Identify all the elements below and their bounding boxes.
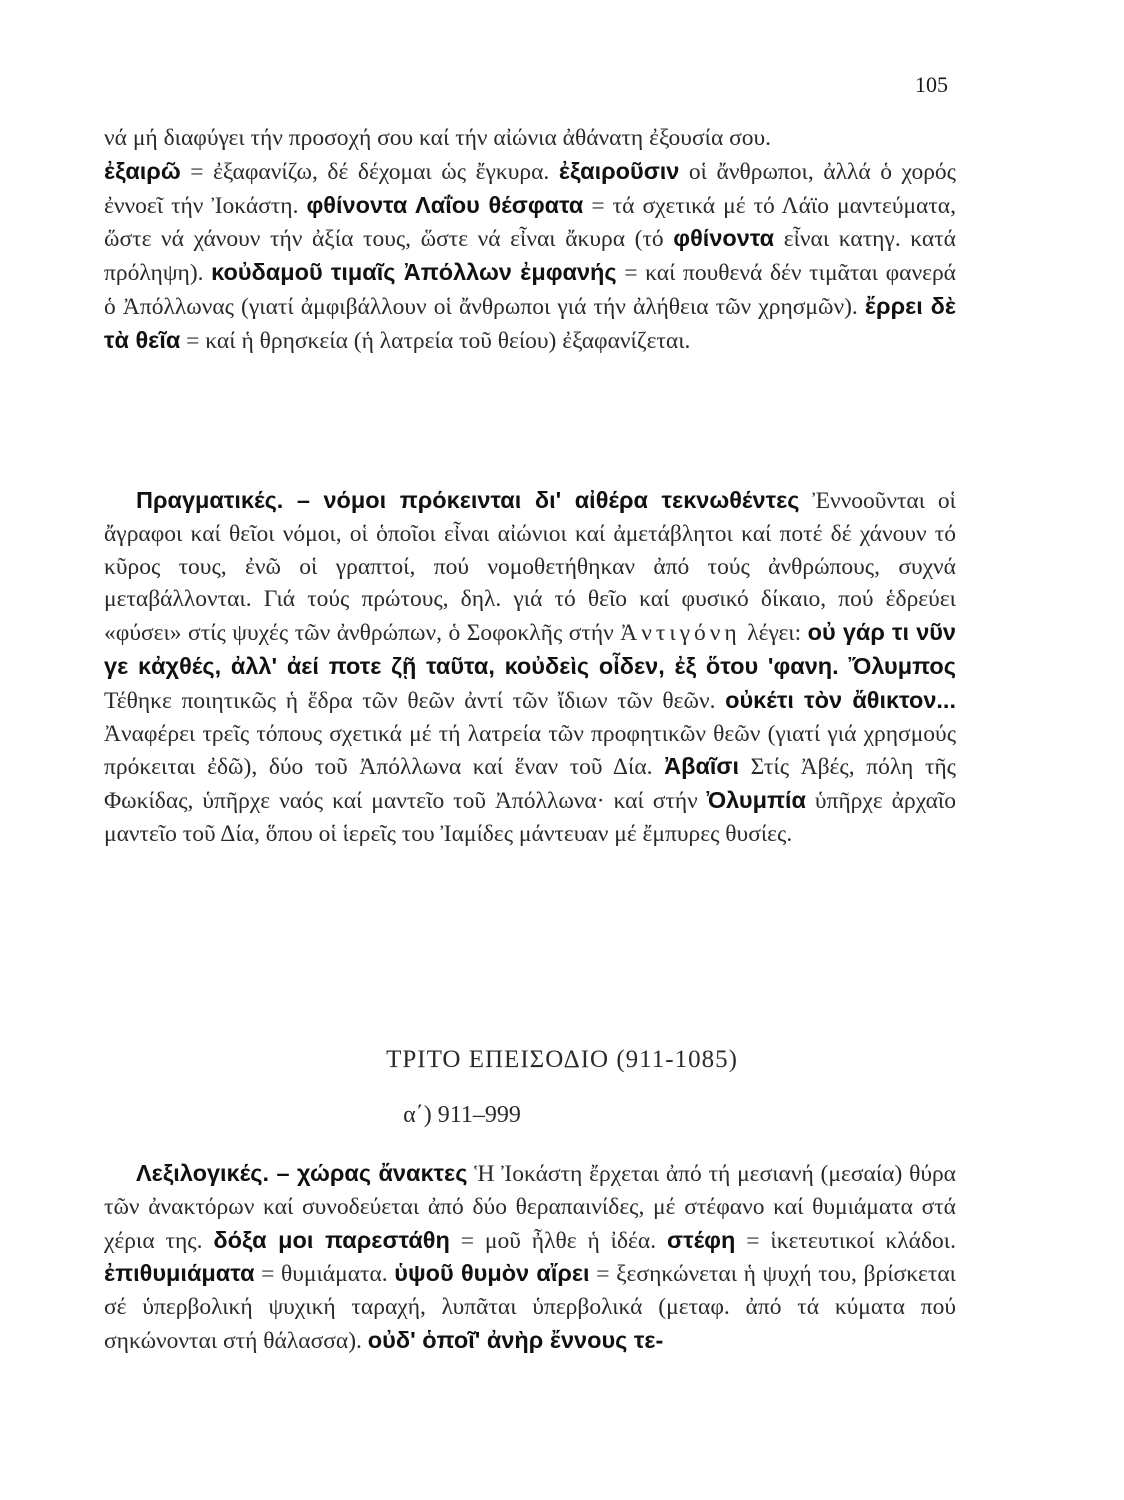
text-segment: Στίς Ἀβές, πόλη τῆς Φωκίδας, ὑπῆρχε ναός καί μαντεῖο τοῦ Ἀπόλλωνα· καί στήν: [104, 754, 956, 815]
text-segment: Ἐννοοῦνται οἱ ἄγραφοι καί θεῖοι νόμοι, οἱ ὁποῖοι εἶναι αἰώνιοι καί ἀμετάβλητοι καί ποτέ δέ χάνουν τό κῦρος τους, ἐνῶ οἱ γραπτοί, πού νομοθετήθηκαν ἀπό τούς ἀνθρώπους, συχνά μεταβάλλονται. Γιά τούς πρώτους, δηλ. γιά τό θεῖο καί φυσικό δίκαιο, πού ἑδρεύει «φύσει» στίς ψυχές τῶν ἀνθρώπων, ὁ Σοφοκλῆς στήν: [104, 488, 956, 647]
paragraph-commentary-1: [104, 122, 956, 358]
text-segment: = μοῦ ἦλθε ἡ ἰδέα.: [449, 1227, 668, 1254]
text-segment: εἶναι κατηγ. κατά πρόληψη).: [104, 226, 956, 287]
term: ἐπιθυμιάματα: [104, 1260, 255, 1287]
term: Λεξιλογικές. – χώρας ἄνακτες: [136, 1160, 468, 1186]
term: οὐκέτι τὸν ἄθικτον...: [725, 686, 956, 713]
term: στέφη: [667, 1226, 736, 1253]
term: φθίνοντα Λαΐου θέσφατα: [306, 191, 584, 218]
text-segment: ὑπῆρχε ἀρχαῖο μαντεῖο τοῦ Δία, ὅπου οἱ ἱερεῖς του Ἰαμίδες μάντευαν μέ ἔμπυρες θυσίες.: [104, 788, 956, 847]
work-title: Ἀντιγόνη: [620, 620, 741, 647]
text-segment: = ξεσηκώνεται ἡ ψυχή του, βρίσκεται σέ ὑπερβολική ψυχική ταραχή, λυπᾶται ὑπερβολικά (μεταφ. ἀπό τά κύματα πού σηκώνονται στή θάλασσα).: [104, 1261, 956, 1354]
page-number: 105: [915, 72, 948, 97]
text-segment: λέγει:: [740, 620, 808, 647]
text-segment: οἱ ἄνθρωποι, ἀλλά ὁ χορός ἐννοεῖ τήν Ἰοκάστη.: [104, 158, 956, 219]
text-segment: Ἀναφέρει τρεῖς τόπους σχετικά μέ τή λατρεία τῶν προφητικῶν θεῶν (γιατί γιά χρησμούς πρόκειται ἐδῶ), δύο τοῦ Ἀπόλλωνα καί ἕναν τοῦ Δία.: [104, 720, 956, 781]
term: Ἀβαῖσι: [664, 753, 740, 780]
paragraph-text: [104, 1157, 956, 1358]
text-segment: = καί πουθενά δέν τιμᾶται φανερά ὁ Ἀπόλλωνας (γιατί ἀμφιβάλλουν οἱ ἄνθρωποι γιά τήν ἀλήθεια τῶν χρησμῶν).: [104, 260, 956, 320]
paragraph-commentary-3: [104, 1157, 956, 1358]
text-segment: Ἡ Ἰοκάστη ἔρχεται ἀπό τή μεσιανή (μεσαία) θύρα τῶν ἀνακτόρων καί συνοδεύεται ἀπό δύο θεραπαινίδες, μέ στέφανο καί θυμιάματα στά χέρια της.: [104, 1161, 956, 1254]
text-segment: = καί ἡ θρησκεία (ἡ λατρεία τοῦ θείου) ἐξαφανίζεται.: [180, 327, 691, 354]
paragraph-text: [104, 484, 956, 851]
subsection-heading: α΄) 911–999: [403, 1102, 521, 1128]
text-segment: Τέθηκε ποιητικῶς ἡ ἕδρα τῶν θεῶν ἀντί τῶν ἴδιων τῶν θεῶν.: [104, 687, 726, 714]
text-segment: νά μή διαφύγει τήν προσοχή σου καί τήν αἰώνια ἀθάνατη ἐξουσία σου.: [104, 125, 772, 151]
term: κοὐδαμοῦ τιμαῖς Ἀπόλλων ἐμφανής: [211, 259, 617, 286]
section-heading: ΤΡΙΤΟ ΕΠΕΙΣΟΔΙΟ (911-1085): [386, 1046, 738, 1073]
text-segment: = ἱκετευτικοί κλάδοι.: [735, 1227, 957, 1254]
term: ἔρρει δὲ τὰ θεῖα: [104, 292, 956, 353]
term: ὑψοῦ θυμὸν αἴρει: [394, 1260, 590, 1287]
text-segment: = τά σχετικά μέ τό Λάϊο μαντεύματα, ὥστε νά χάνουν τήν ἀξία τους, ὥστε νά εἶναι ἄκυρα (τό: [104, 192, 956, 253]
term: ἐξαιροῦσιν: [558, 157, 680, 184]
term: Ὀλυμπία: [706, 787, 806, 814]
paragraph-commentary-2: [104, 484, 956, 851]
term: φθίνοντα: [673, 225, 775, 252]
quotation: οὐ γάρ τι νῦν γε κἀχθές, ἀλλ' ἀεί ποτε ζῇ ταῦτα, κοὐδεὶς οἶδεν, ἐξ ὅτου 'φανη. Ὄλυμπος: [104, 619, 957, 679]
term: Πραγματικές. – νόμοι πρόκεινται δι' αἰθέρα τεκνωθέντες: [136, 487, 800, 513]
term: δόξα μοι παρεστάθη: [213, 1226, 450, 1253]
text-segment: = θυμιάματα.: [254, 1261, 395, 1288]
term: οὐδ' ὁποῖ' ἀνὴρ ἔννους τε-: [367, 1326, 664, 1353]
paragraph-text: [104, 122, 956, 358]
text-segment: = ἐξαφανίζω, δέ δέχομαι ὡς ἔγκυρα.: [180, 158, 559, 185]
term: ἐξαιρῶ: [104, 157, 181, 184]
